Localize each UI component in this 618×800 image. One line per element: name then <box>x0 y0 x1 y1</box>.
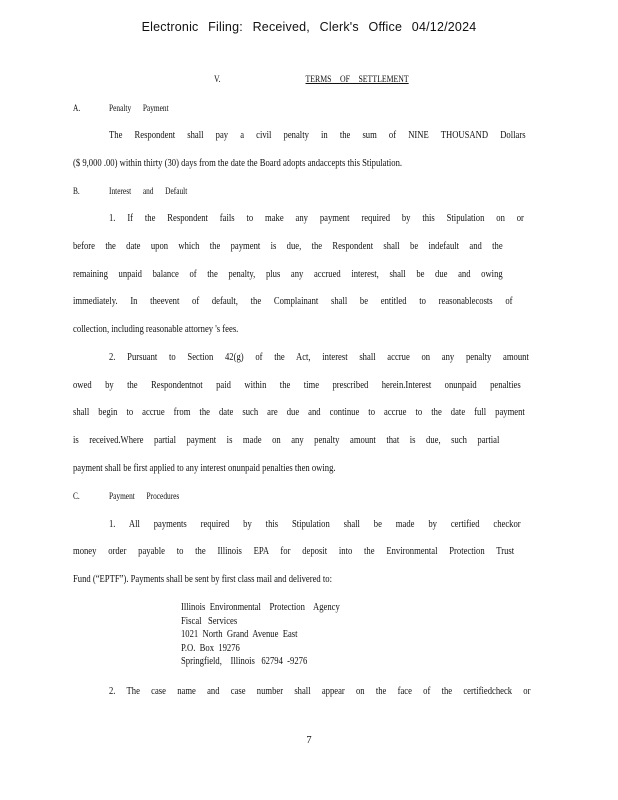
subsection-c-heading: Payment Procedures <box>109 491 180 501</box>
subsection-b-heading: Interest and Default <box>109 186 188 196</box>
text-line: 2. The case name and case number shall appear on the face of the certifiedcheck or <box>109 686 531 697</box>
subsection-c-label: C. <box>73 491 80 501</box>
text-line: The Respondent shall pay a civil penalty in the sum of NINE THOUSAND Dollars <box>109 130 526 141</box>
address-line: 1021 North Grand Avenue East <box>181 629 298 640</box>
text-line: collection, including reasonable attorney 's fees. <box>73 324 239 335</box>
mailing-address <box>181 601 340 669</box>
address-line: Springfield, Illinois 62794 -9276 <box>181 656 308 667</box>
text-line: Fund (“EPTF”). Payments shall be sent by first class mail and delivered to: <box>73 574 332 585</box>
text-line: 2. Pursuant to Section 42(g) of the Act, interest shall accrue on any penalty amount <box>109 352 529 363</box>
text-line: 1. If the Respondent fails to make any payment required by this Stipulation on or <box>109 213 524 224</box>
subsection-b-label: B. <box>73 186 80 196</box>
subsection-a-heading: Penalty Payment <box>109 103 169 113</box>
address-line: Fiscal Services <box>181 615 238 627</box>
text-line: 1. All payments required by this Stipulation shall be made by certified checkor <box>109 519 521 530</box>
address-line: P.O. Box 19276 <box>181 642 240 654</box>
section-heading: TERMS OF SETTLEMENT <box>305 75 409 85</box>
text-line: immediately. In theevent of default, the Complainant shall be entitled to reasonablecosts of <box>73 296 513 307</box>
text-line: shall begin to accrue from the date such are due and continue to accrue to the date full payment <box>73 407 525 418</box>
filing-header: Electronic Filing: Received, Clerk's Office 04/12/2024 <box>141 20 477 34</box>
text-line: before the date upon which the payment is due, the Respondent shall be indefault and the <box>73 241 503 252</box>
text-line: remaining unpaid balance of the penalty, plus any accrued interest, shall be due and owing <box>73 269 503 280</box>
text-line: money order payable to the Illinois EPA for deposit into the Environmental Protection Trust <box>73 546 515 557</box>
text-line: owed by the Respondentnot paid within the time prescribed herein.Interest onunpaid penalties <box>73 380 521 391</box>
section-number: V. <box>214 75 221 85</box>
page-number: 7 <box>306 735 312 746</box>
text-line: is received.Where partial payment is made on any penalty amount that is due, such partial <box>73 435 500 446</box>
text-line: payment shall be first applied to any interest onunpaid penalties then owing. <box>73 463 336 474</box>
address-line: Illinois Environmental Protection Agency <box>181 602 340 613</box>
section-title <box>214 75 409 85</box>
subsection-a-label: A. <box>73 103 81 113</box>
text-line: ($ 9,000 .00) within thirty (30) days from the date the Board adopts andaccepts this Stipulation. <box>73 158 403 169</box>
